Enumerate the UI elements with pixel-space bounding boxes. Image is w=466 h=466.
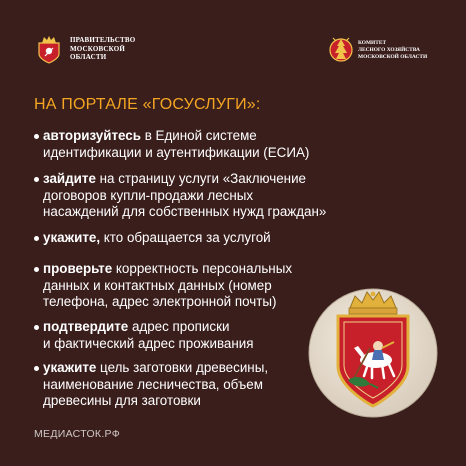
forestry-committee-name: КОМИТЕТ ЛЕСНОГО ХОЗЯЙСТВА МОСКОВСКОЙ ОБЛАСТИ bbox=[358, 39, 428, 60]
step-keyword: укажите, bbox=[43, 230, 101, 245]
step-keyword: подтвердите bbox=[43, 319, 129, 334]
forestry-committee-emblem-icon bbox=[328, 34, 354, 66]
page-title: НА ПОРТАЛЕ «ГОСУСЛУГИ»: bbox=[34, 96, 261, 113]
bullet-icon bbox=[34, 128, 43, 145]
step-keyword: зайдите bbox=[43, 171, 96, 186]
government-logo bbox=[36, 34, 135, 64]
bullet-icon bbox=[34, 319, 43, 336]
step-description: кто обращается за услугой bbox=[100, 230, 271, 245]
bullet-icon bbox=[34, 171, 43, 188]
bullet-icon bbox=[34, 230, 43, 247]
step-authorize bbox=[34, 128, 309, 161]
moscow-region-coat-of-arms-icon bbox=[308, 288, 438, 418]
forestry-committee-logo bbox=[328, 34, 427, 66]
step-check-data bbox=[34, 261, 292, 311]
step-applicant bbox=[34, 230, 271, 247]
footer-site-name: МЕДИАСТОК.РФ bbox=[34, 428, 121, 440]
step-confirm-address bbox=[34, 319, 253, 352]
step-description: на страницу услуги «Заключение договоров купли-продажи лесных насаждений для собственных нужд граждан» bbox=[43, 171, 327, 219]
moscow-region-coat-of-arms-icon bbox=[36, 34, 62, 64]
bullet-icon bbox=[34, 261, 43, 278]
step-purpose bbox=[34, 360, 268, 410]
step-keyword: проверьте bbox=[43, 261, 113, 276]
bullet-icon bbox=[34, 360, 43, 377]
step-keyword: авторизуйтесь bbox=[43, 128, 141, 143]
step-description: цель заготовки древесины, наименование лесничества, объем древесины для заготовки bbox=[43, 360, 269, 408]
step-description: в Единой системе идентификации и аутентификации (ЕСИА) bbox=[43, 128, 310, 160]
step-keyword: укажите bbox=[43, 360, 97, 375]
step-open-service bbox=[34, 171, 326, 221]
government-name: ПРАВИТЕЛЬСТВО МОСКОВСКОЙ ОБЛАСТИ bbox=[70, 36, 136, 62]
step-description: корректность персональных данных и контактных данных (номер телефона, адрес электронной почты) bbox=[43, 261, 293, 309]
step-description: адрес прописки и фактический адрес проживания bbox=[43, 319, 254, 351]
